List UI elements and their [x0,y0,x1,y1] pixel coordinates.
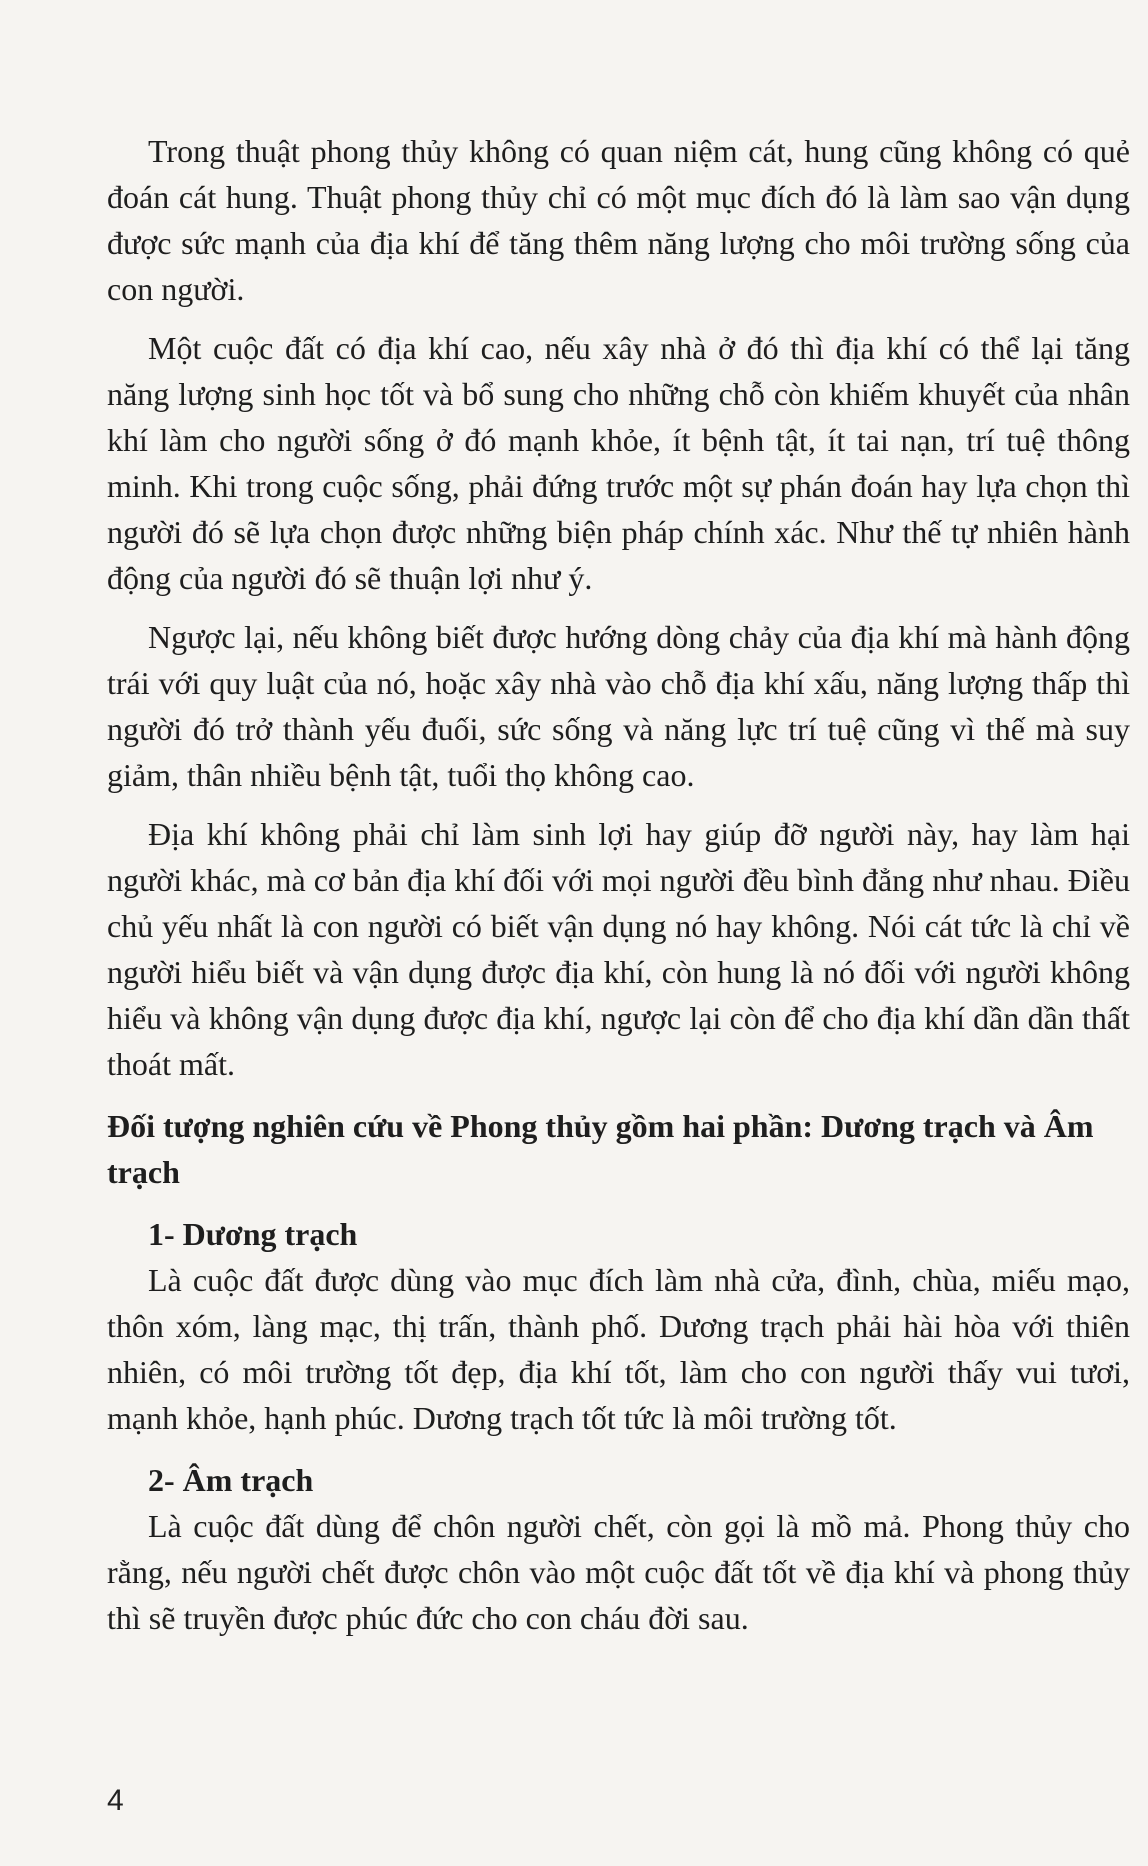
section-heading-doi-tuong: Đối tượng nghiên cứu về Phong thủy gồm hai phần: Dương trạch và Âm trạch [107,1108,1094,1190]
paragraph-am-trach: Là cuộc đất dùng để chôn người chết, còn gọi là mồ mả. Phong thủy cho rằng, nếu người chết được chôn vào một cuộc đất tốt về địa khí và phong thủy thì sẽ truyền được phúc đức cho con cháu đời sau. [107,1508,1130,1636]
subheading-duong-trach: 1- Dương trạch [148,1216,358,1252]
paragraph-dia-khi-binh-dang: Địa khí không phải chỉ làm sinh lợi hay giúp đỡ người này, hay làm hại người khác, mà cơ bản địa khí đối với mọi người đều bình đẳng như nhau. Điều chủ yếu nhất là con người có biết vận dụng nó hay không. Nói cát tức là chỉ về người hiểu biết và vận dụng được địa khí, còn hung là nó đối với người không hiểu và không vận dụng được địa khí, ngược lại còn để cho địa khí dần dần thất thoát mất. [107,816,1130,1082]
page-number: 4 [107,1784,124,1817]
subheading-am-trach: 2- Âm trạch [148,1462,314,1498]
paragraph-dia-khi-cao: Một cuộc đất có địa khí cao, nếu xây nhà ở đó thì địa khí có thể lại tăng năng lượng sinh học tốt và bổ sung cho những chỗ còn khiếm khuyết của nhân khí làm cho người sống ở đó mạnh khỏe, ít bệnh tật, ít tai nạn, trí tuệ thông minh. Khi trong cuộc sống, phải đứng trước một sự phán đoán hay lựa chọn thì người đó sẽ lựa chọn được những biện pháp chính xác. Như thế tự nhiên hành động của người đó sẽ thuận lợi như ý. [107,330,1130,596]
page-body [107,128,1130,1641]
paragraph-duong-trach: Là cuộc đất được dùng vào mục đích làm nhà cửa, đình, chùa, miếu mạo, thôn xóm, làng mạc, thị trấn, thành phố. Dương trạch phải hài hòa với thiên nhiên, có môi trường tốt đẹp, địa khí tốt, làm cho con người thấy vui tươi, mạnh khỏe, hạnh phúc. Dương trạch tốt tức là môi trường tốt. [107,1262,1130,1436]
paragraph-intro: Trong thuật phong thủy không có quan niệm cát, hung cũng không có quẻ đoán cát hung. Thuật phong thủy chỉ có một mục đích đó là làm sao vận dụng được sức mạnh của địa khí để tăng thêm năng lượng cho môi trường sống của con người. [107,133,1130,307]
paragraph-nguoc-lai: Ngược lại, nếu không biết được hướng dòng chảy của địa khí mà hành động trái với quy luật của nó, hoặc xây nhà vào chỗ địa khí xấu, năng lượng thấp thì người đó trở thành yếu đuối, sức sống và năng lực trí tuệ cũng vì thế mà suy giảm, thân nhiều bệnh tật, tuổi thọ không cao. [107,619,1130,793]
